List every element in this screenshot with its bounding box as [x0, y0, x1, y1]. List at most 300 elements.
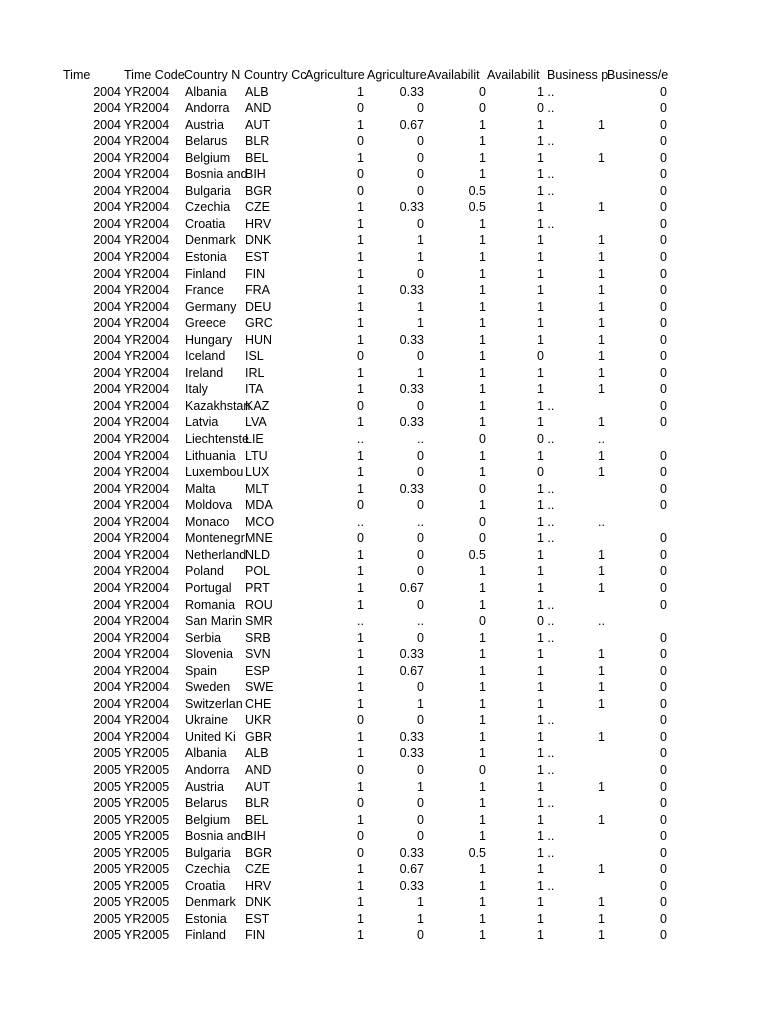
cell-business-e[interactable]: 0: [660, 762, 667, 777]
cell-availability-1[interactable]: 1: [479, 878, 486, 893]
cell-availability-2[interactable]: 1 ..: [537, 167, 555, 182]
cell-availability-1[interactable]: 1: [479, 498, 486, 513]
cell-agriculture-2[interactable]: 0: [417, 928, 424, 943]
cell-availability-2[interactable]: 1: [537, 564, 544, 579]
cell-business-e[interactable]: 0: [660, 316, 667, 331]
cell-agriculture-1[interactable]: ..: [357, 432, 364, 447]
cell-time[interactable]: 2004: [93, 630, 121, 645]
cell-business-e[interactable]: 0: [660, 630, 667, 645]
cell-business-e[interactable]: 0: [660, 332, 667, 347]
cell-business-p[interactable]: 1: [598, 580, 605, 595]
cell-agriculture-2[interactable]: 0.67: [399, 580, 424, 595]
cell-country-name[interactable]: Switzerlan: [185, 696, 243, 711]
cell-availability-1[interactable]: 1: [479, 117, 486, 132]
cell-agriculture-1[interactable]: 1: [357, 299, 364, 314]
cell-business-e[interactable]: 0: [660, 498, 667, 513]
cell-time[interactable]: 2004: [93, 696, 121, 711]
cell-business-e[interactable]: 0: [660, 481, 667, 496]
cell-business-p[interactable]: 1: [598, 696, 605, 711]
cell-agriculture-2[interactable]: 0.33: [399, 481, 424, 496]
cell-country-name[interactable]: Finland: [185, 928, 226, 943]
cell-availability-1[interactable]: 1: [479, 680, 486, 695]
cell-business-p[interactable]: [547, 762, 605, 779]
cell-availability-1[interactable]: 1: [479, 266, 486, 281]
cell-availability-2[interactable]: 1: [537, 680, 544, 695]
cell-business-e[interactable]: 0: [660, 812, 667, 827]
cell-business-p[interactable]: [547, 845, 605, 862]
cell-time-code[interactable]: YR2004: [124, 167, 170, 182]
cell-country-code[interactable]: MNE: [245, 531, 273, 546]
cell-time-code[interactable]: YR2004: [124, 233, 170, 248]
cell-country-code[interactable]: HUN: [245, 332, 273, 347]
cell-country-code[interactable]: BIH: [245, 829, 266, 844]
cell-time-code[interactable]: YR2004: [124, 448, 170, 463]
cell-availability-1[interactable]: 1: [479, 250, 486, 265]
cell-business-p[interactable]: 1: [598, 680, 605, 695]
cell-agriculture-1[interactable]: 0: [357, 167, 364, 182]
cell-time[interactable]: 2005: [93, 862, 121, 877]
cell-country-code[interactable]: FIN: [245, 266, 266, 281]
cell-country-name[interactable]: Estonia: [185, 911, 227, 926]
cell-country-name[interactable]: Andorra: [185, 101, 230, 116]
cell-availability-1[interactable]: 1: [479, 713, 486, 728]
cell-agriculture-2[interactable]: 0: [417, 829, 424, 844]
cell-availability-1[interactable]: 0.5: [468, 183, 486, 198]
cell-time[interactable]: 2004: [93, 332, 121, 347]
cell-business-p[interactable]: ..: [598, 432, 605, 447]
cell-agriculture-1[interactable]: 1: [357, 862, 364, 877]
cell-agriculture-2[interactable]: 1: [417, 299, 424, 314]
cell-availability-2[interactable]: 0 ..: [537, 101, 555, 116]
cell-business-e[interactable]: 0: [660, 266, 667, 281]
cell-business-p[interactable]: 1: [598, 150, 605, 165]
cell-business-p[interactable]: 1: [598, 299, 605, 314]
cell-availability-2[interactable]: 1 ..: [537, 84, 555, 99]
cell-availability-2[interactable]: 1: [537, 283, 544, 298]
cell-availability-1[interactable]: 0: [479, 432, 486, 447]
cell-time-code[interactable]: YR2004: [124, 498, 170, 513]
cell-country-name[interactable]: Denmark: [185, 233, 236, 248]
cell-availability-2[interactable]: 1 ..: [537, 134, 555, 149]
cell-business-e[interactable]: 0: [660, 564, 667, 579]
cell-time[interactable]: 2004: [93, 200, 121, 215]
cell-agriculture-2[interactable]: 0.33: [399, 382, 424, 397]
cell-country-code[interactable]: CZE: [245, 862, 270, 877]
cell-country-name[interactable]: Serbia: [185, 630, 222, 645]
cell-agriculture-2[interactable]: 0: [417, 812, 424, 827]
header-country-code[interactable]: Country Cc: [244, 68, 307, 82]
cell-country-name[interactable]: United Ki: [185, 729, 236, 744]
cell-availability-2[interactable]: 1: [537, 895, 544, 910]
cell-time[interactable]: 2004: [93, 134, 121, 149]
cell-business-p[interactable]: [547, 530, 605, 547]
cell-business-e[interactable]: 0: [660, 448, 667, 463]
cell-availability-2[interactable]: 0 ..: [537, 432, 555, 447]
cell-time-code[interactable]: YR2005: [124, 845, 170, 860]
cell-business-p[interactable]: 1: [598, 316, 605, 331]
cell-availability-2[interactable]: 1: [537, 580, 544, 595]
cell-agriculture-2[interactable]: 0: [417, 547, 424, 562]
cell-business-p[interactable]: [547, 597, 605, 614]
cell-business-p[interactable]: 1: [598, 448, 605, 463]
cell-agriculture-2[interactable]: 0: [417, 101, 424, 116]
cell-business-p[interactable]: 1: [598, 647, 605, 662]
cell-agriculture-2[interactable]: 1: [417, 779, 424, 794]
cell-time-code[interactable]: YR2004: [124, 614, 170, 629]
cell-time-code[interactable]: YR2004: [124, 481, 170, 496]
cell-time-code[interactable]: YR2005: [124, 911, 170, 926]
cell-business-e[interactable]: 0: [660, 680, 667, 695]
cell-country-code[interactable]: FIN: [245, 928, 266, 943]
cell-country-code[interactable]: GRC: [245, 316, 273, 331]
cell-country-code[interactable]: ALB: [245, 84, 269, 99]
cell-agriculture-1[interactable]: ..: [357, 514, 364, 529]
cell-agriculture-1[interactable]: 1: [357, 250, 364, 265]
cell-time[interactable]: 2004: [93, 713, 121, 728]
cell-time[interactable]: 2004: [93, 84, 121, 99]
cell-country-code[interactable]: ALB: [245, 746, 269, 761]
cell-time-code[interactable]: YR2004: [124, 266, 170, 281]
cell-availability-2[interactable]: 1: [537, 911, 544, 926]
cell-country-name[interactable]: Hungary: [185, 332, 233, 347]
cell-agriculture-1[interactable]: 1: [357, 200, 364, 215]
cell-agriculture-2[interactable]: 1: [417, 250, 424, 265]
cell-agriculture-2[interactable]: 0.33: [399, 878, 424, 893]
cell-agriculture-1[interactable]: 1: [357, 696, 364, 711]
cell-availability-1[interactable]: 1: [479, 365, 486, 380]
cell-country-name[interactable]: Netherland: [185, 547, 247, 562]
cell-business-e[interactable]: 0: [660, 696, 667, 711]
cell-business-p[interactable]: 1: [598, 911, 605, 926]
cell-availability-1[interactable]: 1: [479, 150, 486, 165]
cell-business-e[interactable]: 0: [660, 911, 667, 926]
cell-country-name[interactable]: Italy: [185, 382, 208, 397]
cell-agriculture-1[interactable]: 0: [357, 845, 364, 860]
cell-time[interactable]: 2004: [93, 382, 121, 397]
cell-availability-1[interactable]: 1: [479, 465, 486, 480]
cell-agriculture-1[interactable]: 1: [357, 332, 364, 347]
cell-availability-1[interactable]: 1: [479, 398, 486, 413]
cell-country-code[interactable]: LUX: [245, 465, 270, 480]
cell-time[interactable]: 2004: [93, 647, 121, 662]
cell-country-code[interactable]: BEL: [245, 150, 269, 165]
cell-agriculture-2[interactable]: 0.33: [399, 283, 424, 298]
cell-availability-2[interactable]: 1 ..: [537, 630, 555, 645]
cell-business-e[interactable]: 0: [660, 829, 667, 844]
cell-country-code[interactable]: NLD: [245, 547, 271, 562]
cell-country-name[interactable]: Sweden: [185, 680, 231, 695]
cell-time-code[interactable]: YR2004: [124, 200, 170, 215]
cell-agriculture-2[interactable]: 0.67: [399, 117, 424, 132]
cell-country-code[interactable]: POL: [245, 564, 271, 579]
cell-agriculture-1[interactable]: 1: [357, 283, 364, 298]
cell-agriculture-2[interactable]: 0.33: [399, 647, 424, 662]
cell-business-e[interactable]: 0: [660, 928, 667, 943]
cell-country-name[interactable]: San Marin: [185, 614, 242, 629]
cell-agriculture-2[interactable]: 1: [417, 233, 424, 248]
cell-availability-1[interactable]: 1: [479, 349, 486, 364]
cell-agriculture-2[interactable]: 0.33: [399, 200, 424, 215]
cell-time-code[interactable]: YR2004: [124, 349, 170, 364]
cell-time-code[interactable]: YR2004: [124, 465, 170, 480]
cell-time-code[interactable]: YR2004: [124, 696, 170, 711]
cell-country-code[interactable]: EST: [245, 911, 270, 926]
cell-time[interactable]: 2004: [93, 167, 121, 182]
cell-agriculture-2[interactable]: 1: [417, 895, 424, 910]
cell-time[interactable]: 2004: [93, 481, 121, 496]
cell-business-p[interactable]: 1: [598, 663, 605, 678]
cell-agriculture-2[interactable]: 0: [417, 796, 424, 811]
cell-country-name[interactable]: Liechtenste: [185, 432, 249, 447]
cell-availability-2[interactable]: 1: [537, 266, 544, 281]
cell-availability-2[interactable]: 1: [537, 696, 544, 711]
cell-availability-2[interactable]: 1 ..: [537, 514, 555, 529]
cell-time-code[interactable]: YR2004: [124, 680, 170, 695]
cell-agriculture-1[interactable]: 0: [357, 713, 364, 728]
cell-availability-1[interactable]: 1: [479, 663, 486, 678]
cell-country-code[interactable]: SMR: [245, 614, 273, 629]
cell-availability-2[interactable]: 1: [537, 862, 544, 877]
cell-business-p[interactable]: ..: [598, 614, 605, 629]
cell-availability-1[interactable]: 1: [479, 895, 486, 910]
cell-business-p[interactable]: [547, 795, 605, 812]
cell-country-code[interactable]: IRL: [245, 365, 265, 380]
cell-availability-1[interactable]: 0: [479, 84, 486, 99]
cell-availability-2[interactable]: 1 ..: [537, 762, 555, 777]
cell-business-e[interactable]: [607, 431, 667, 448]
cell-business-e[interactable]: 0: [660, 134, 667, 149]
cell-country-code[interactable]: UKR: [245, 713, 272, 728]
cell-business-e[interactable]: 0: [660, 415, 667, 430]
cell-agriculture-1[interactable]: 0: [357, 183, 364, 198]
cell-agriculture-2[interactable]: 0.67: [399, 663, 424, 678]
cell-business-p[interactable]: [547, 712, 605, 729]
cell-agriculture-1[interactable]: 1: [357, 84, 364, 99]
cell-country-code[interactable]: BGR: [245, 183, 273, 198]
cell-business-p[interactable]: [547, 133, 605, 150]
cell-agriculture-2[interactable]: ..: [417, 614, 424, 629]
cell-availability-1[interactable]: 1: [479, 597, 486, 612]
cell-country-name[interactable]: Malta: [185, 481, 216, 496]
cell-country-name[interactable]: Moldova: [185, 498, 233, 513]
cell-business-p[interactable]: [547, 166, 605, 183]
cell-time-code[interactable]: YR2004: [124, 134, 170, 149]
cell-availability-2[interactable]: 1 ..: [537, 796, 555, 811]
cell-availability-2[interactable]: 1: [537, 117, 544, 132]
cell-country-code[interactable]: KAZ: [245, 398, 270, 413]
cell-country-code[interactable]: FRA: [245, 283, 270, 298]
cell-business-e[interactable]: 0: [660, 580, 667, 595]
cell-country-code[interactable]: EST: [245, 250, 270, 265]
cell-availability-1[interactable]: 1: [479, 647, 486, 662]
cell-business-e[interactable]: 0: [660, 84, 667, 99]
cell-country-code[interactable]: SVN: [245, 647, 271, 662]
cell-agriculture-1[interactable]: 1: [357, 746, 364, 761]
cell-availability-2[interactable]: 1 ..: [537, 531, 555, 546]
cell-country-name[interactable]: Montenegr: [185, 531, 245, 546]
cell-availability-2[interactable]: 0 ..: [537, 614, 555, 629]
cell-time-code[interactable]: YR2004: [124, 117, 170, 132]
cell-country-name[interactable]: Germany: [185, 299, 237, 314]
cell-business-p[interactable]: 1: [598, 382, 605, 397]
cell-business-e[interactable]: 0: [660, 547, 667, 562]
cell-availability-1[interactable]: 1: [479, 928, 486, 943]
cell-agriculture-2[interactable]: 0.33: [399, 415, 424, 430]
header-business-e[interactable]: Business/e: [607, 68, 669, 82]
cell-business-p[interactable]: [547, 100, 605, 117]
cell-agriculture-1[interactable]: 1: [357, 150, 364, 165]
cell-country-code[interactable]: LVA: [245, 415, 267, 430]
cell-availability-1[interactable]: 0: [479, 762, 486, 777]
cell-country-code[interactable]: GBR: [245, 729, 273, 744]
cell-time-code[interactable]: YR2004: [124, 531, 170, 546]
cell-agriculture-2[interactable]: 0: [417, 713, 424, 728]
cell-availability-1[interactable]: 1: [479, 911, 486, 926]
cell-availability-1[interactable]: 1: [479, 382, 486, 397]
cell-time-code[interactable]: YR2005: [124, 878, 170, 893]
cell-country-code[interactable]: PRT: [245, 580, 270, 595]
cell-agriculture-2[interactable]: 0: [417, 398, 424, 413]
cell-availability-2[interactable]: 1: [537, 316, 544, 331]
cell-availability-1[interactable]: 1: [479, 216, 486, 231]
cell-business-e[interactable]: 0: [660, 150, 667, 165]
cell-time-code[interactable]: YR2004: [124, 316, 170, 331]
cell-country-code[interactable]: MCO: [245, 514, 275, 529]
cell-availability-2[interactable]: 1: [537, 928, 544, 943]
cell-business-e[interactable]: 0: [660, 398, 667, 413]
cell-availability-2[interactable]: 1: [537, 779, 544, 794]
cell-availability-1[interactable]: 1: [479, 580, 486, 595]
cell-business-p[interactable]: [547, 497, 605, 514]
cell-country-code[interactable]: CHE: [245, 696, 272, 711]
cell-time-code[interactable]: YR2004: [124, 514, 170, 529]
cell-agriculture-1[interactable]: 0: [357, 498, 364, 513]
cell-agriculture-2[interactable]: 0: [417, 183, 424, 198]
cell-business-e[interactable]: 0: [660, 713, 667, 728]
cell-agriculture-1[interactable]: ..: [357, 614, 364, 629]
cell-availability-1[interactable]: 1: [479, 415, 486, 430]
cell-agriculture-1[interactable]: 1: [357, 266, 364, 281]
cell-country-name[interactable]: Monaco: [185, 514, 230, 529]
cell-time[interactable]: 2004: [93, 415, 121, 430]
cell-business-e[interactable]: 0: [660, 878, 667, 893]
cell-country-name[interactable]: Bosnia and: [185, 167, 248, 182]
cell-time-code[interactable]: YR2004: [124, 663, 170, 678]
cell-agriculture-2[interactable]: 0: [417, 630, 424, 645]
cell-time-code[interactable]: YR2004: [124, 729, 170, 744]
cell-business-p[interactable]: [547, 84, 605, 101]
cell-business-e[interactable]: 0: [660, 862, 667, 877]
cell-time[interactable]: 2004: [93, 597, 121, 612]
cell-business-e[interactable]: [607, 613, 667, 630]
cell-agriculture-1[interactable]: 1: [357, 663, 364, 678]
cell-availability-1[interactable]: 1: [479, 299, 486, 314]
cell-agriculture-2[interactable]: 0.67: [399, 862, 424, 877]
cell-availability-1[interactable]: 0: [479, 531, 486, 546]
cell-business-p[interactable]: 1: [598, 200, 605, 215]
cell-agriculture-2[interactable]: 0: [417, 680, 424, 695]
cell-country-code[interactable]: LTU: [245, 448, 268, 463]
cell-business-p[interactable]: 1: [598, 332, 605, 347]
cell-time[interactable]: 2004: [93, 266, 121, 281]
cell-agriculture-1[interactable]: 0: [357, 762, 364, 777]
cell-time[interactable]: 2004: [93, 514, 121, 529]
cell-availability-2[interactable]: 1 ..: [537, 398, 555, 413]
cell-country-name[interactable]: Belarus: [185, 134, 228, 149]
cell-country-name[interactable]: Croatia: [185, 216, 226, 231]
cell-agriculture-1[interactable]: 1: [357, 911, 364, 926]
cell-availability-1[interactable]: 0: [479, 614, 486, 629]
cell-agriculture-1[interactable]: 1: [357, 382, 364, 397]
cell-business-e[interactable]: 0: [660, 365, 667, 380]
cell-agriculture-1[interactable]: 1: [357, 216, 364, 231]
cell-agriculture-1[interactable]: 1: [357, 812, 364, 827]
cell-availability-2[interactable]: 1 ..: [537, 713, 555, 728]
cell-agriculture-1[interactable]: 0: [357, 349, 364, 364]
cell-availability-1[interactable]: 0: [479, 101, 486, 116]
cell-business-e[interactable]: 0: [660, 779, 667, 794]
cell-time-code[interactable]: YR2004: [124, 713, 170, 728]
cell-country-code[interactable]: DEU: [245, 299, 272, 314]
cell-time[interactable]: 2004: [93, 448, 121, 463]
cell-country-code[interactable]: BIH: [245, 167, 266, 182]
cell-availability-2[interactable]: 1: [537, 233, 544, 248]
cell-time-code[interactable]: YR2004: [124, 283, 170, 298]
cell-agriculture-1[interactable]: 1: [357, 365, 364, 380]
cell-business-e[interactable]: 0: [660, 845, 667, 860]
cell-time[interactable]: 2005: [93, 911, 121, 926]
cell-country-name[interactable]: Lithuania: [185, 448, 236, 463]
cell-business-e[interactable]: 0: [660, 349, 667, 364]
cell-agriculture-1[interactable]: 0: [357, 398, 364, 413]
cell-agriculture-2[interactable]: 0.33: [399, 729, 424, 744]
cell-business-p[interactable]: 1: [598, 365, 605, 380]
cell-country-name[interactable]: Belarus: [185, 796, 228, 811]
cell-availability-1[interactable]: 1: [479, 696, 486, 711]
cell-agriculture-2[interactable]: 0: [417, 597, 424, 612]
cell-agriculture-2[interactable]: 0: [417, 762, 424, 777]
cell-time[interactable]: 2004: [93, 183, 121, 198]
cell-country-name[interactable]: Bulgaria: [185, 845, 231, 860]
cell-country-code[interactable]: SRB: [245, 630, 271, 645]
cell-availability-2[interactable]: 1 ..: [537, 183, 555, 198]
cell-time[interactable]: 2004: [93, 117, 121, 132]
cell-time[interactable]: 2005: [93, 812, 121, 827]
cell-agriculture-1[interactable]: 1: [357, 465, 364, 480]
cell-business-p[interactable]: 1: [598, 250, 605, 265]
cell-agriculture-1[interactable]: 1: [357, 316, 364, 331]
cell-time-code[interactable]: YR2005: [124, 779, 170, 794]
cell-country-name[interactable]: Austria: [185, 779, 224, 794]
cell-country-code[interactable]: AND: [245, 762, 272, 777]
cell-country-name[interactable]: Portugal: [185, 580, 232, 595]
cell-time[interactable]: 2005: [93, 779, 121, 794]
cell-country-code[interactable]: DNK: [245, 895, 272, 910]
cell-business-e[interactable]: 0: [660, 796, 667, 811]
cell-time[interactable]: 2004: [93, 283, 121, 298]
cell-availability-2[interactable]: 1: [537, 663, 544, 678]
cell-business-e[interactable]: 0: [660, 729, 667, 744]
cell-country-name[interactable]: Latvia: [185, 415, 219, 430]
cell-availability-1[interactable]: 1: [479, 746, 486, 761]
cell-agriculture-2[interactable]: 0: [417, 349, 424, 364]
cell-country-name[interactable]: Finland: [185, 266, 226, 281]
cell-time-code[interactable]: YR2004: [124, 382, 170, 397]
cell-business-e[interactable]: 0: [660, 299, 667, 314]
cell-country-name[interactable]: Greece: [185, 316, 226, 331]
cell-agriculture-2[interactable]: 0: [417, 216, 424, 231]
cell-availability-1[interactable]: 1: [479, 630, 486, 645]
